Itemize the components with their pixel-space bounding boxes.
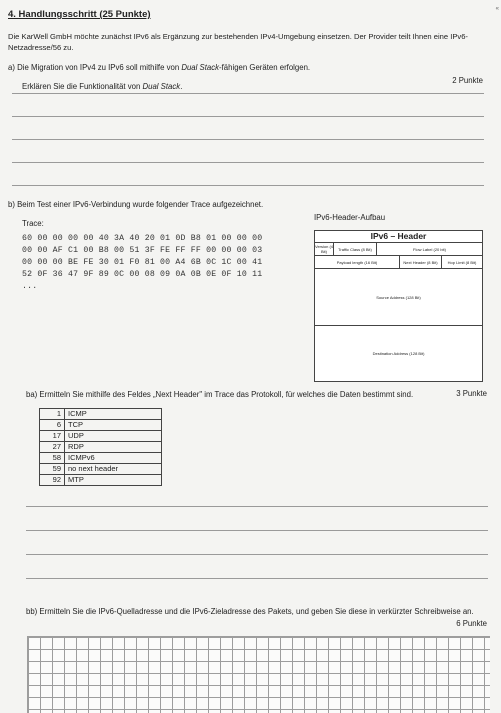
protocol-number: 27	[40, 442, 65, 453]
protocol-table	[39, 408, 162, 486]
protocol-name: TCP	[65, 420, 162, 431]
field-hop-limit: Hop Limit (8 Bit)	[442, 256, 482, 269]
question-a-prefix: a) Die Migration von IPv4 zu IPv6 soll mithilfe von	[8, 63, 182, 72]
answer-line[interactable]	[26, 506, 488, 507]
ipv6-header-diagram	[314, 230, 483, 382]
question-ba: ba) Ermitteln Sie mithilfe des Feldes „Next Header" im Trace das Protokoll, für welches die Daten bestimmt sind.	[26, 390, 414, 399]
points-a: 2 Punkte	[452, 76, 483, 85]
protocol-number: 6	[40, 420, 65, 431]
protocol-name: no next header	[65, 464, 162, 475]
corner-mark: «	[495, 6, 499, 12]
field-source-address: Source Address (128 Bit)	[315, 269, 482, 326]
protocol-number: 58	[40, 453, 65, 464]
trace-line: 60 00 00 00 00 40 3A 40 20 01 0D B8 01 00 00 00	[22, 234, 263, 243]
answer-grid[interactable]	[27, 636, 490, 713]
answer-line[interactable]	[12, 162, 484, 163]
table-row	[40, 420, 162, 431]
table-row	[40, 409, 162, 420]
table-row	[40, 475, 162, 486]
answer-line[interactable]	[26, 554, 488, 555]
intro-text: Die KarWell GmbH möchte zunächst IPv6 als Ergänzung zur bestehenden IPv4-Umgebung einsetzen. Der Provider teilt Ihnen eine IPv6-Netzadresse/56 zu.	[8, 32, 468, 52]
points-ba: 3 Punkte	[456, 389, 487, 398]
section-title: 4. Handlungsschritt (25 Punkte)	[8, 9, 151, 20]
question-a	[8, 63, 310, 72]
answer-line[interactable]	[26, 530, 488, 531]
table-row	[40, 453, 162, 464]
table-row	[40, 464, 162, 475]
answer-line[interactable]	[26, 578, 488, 579]
header-diagram-caption: IPv6-Header-Aufbau	[314, 213, 386, 222]
answer-line[interactable]	[12, 116, 484, 117]
protocol-number: 1	[40, 409, 65, 420]
protocol-name: RDP	[65, 442, 162, 453]
trace-line: 00 00 AF C1 00 B8 00 51 3F FE FF FF 00 00 00 03	[22, 246, 263, 255]
answer-line[interactable]	[12, 185, 484, 186]
answer-line[interactable]	[12, 139, 484, 140]
trace-line: ...	[22, 282, 38, 291]
table-row	[40, 431, 162, 442]
trace-line: 52 0F 36 47 9F 89 0C 00 08 09 0A 0B 0E 0F 10 11	[22, 270, 263, 279]
header-diagram-title: IPv6 – Header	[315, 231, 482, 243]
trace-label: Trace:	[22, 219, 44, 228]
table-row	[40, 442, 162, 453]
protocol-name: UDP	[65, 431, 162, 442]
task-a-prefix: Erklären Sie die Funktionalität von	[22, 82, 143, 91]
protocol-number: 17	[40, 431, 65, 442]
field-version: Version (4 Bit)	[315, 244, 334, 254]
protocol-name: ICMP	[65, 409, 162, 420]
points-bb: 6 Punkte	[456, 619, 487, 628]
field-destination-address: Destination Address (128 Bit)	[372, 350, 425, 356]
protocol-name: ICMPv6	[65, 453, 162, 464]
protocol-number: 92	[40, 475, 65, 486]
field-next-header: Next Header (8 Bit)	[400, 256, 442, 269]
question-a-emphasis: Dual Stack	[181, 63, 220, 72]
task-a	[22, 82, 182, 91]
trace-dump	[22, 233, 262, 293]
field-traffic-class: Traffic Class (8 Bit)	[334, 243, 377, 256]
protocol-number: 59	[40, 464, 65, 475]
field-flow-label: Flow Label (20 bit)	[377, 243, 482, 256]
task-a-suffix: .	[180, 82, 183, 91]
trace-line: 00 00 00 BE FE 30 01 F0 81 00 A4 6B 0C 1C 00 41	[22, 258, 263, 267]
answer-line[interactable]	[12, 93, 484, 94]
task-a-emphasis: Dual Stack	[142, 82, 181, 91]
question-b: b) Beim Test einer IPv6-Verbindung wurde folgender Trace aufgezeichnet.	[8, 200, 264, 209]
question-bb: bb) Ermitteln Sie die IPv6-Quelladresse und die IPv6-Zieladresse des Pakets, und geben Sie diese in verkürzter Schreibweise an.	[26, 607, 474, 616]
question-a-suffix: -fähigen Geräten erfolgen.	[219, 63, 311, 72]
field-payload-length: Payload length (16 Bit)	[315, 256, 400, 269]
protocol-name: MTP	[65, 475, 162, 486]
